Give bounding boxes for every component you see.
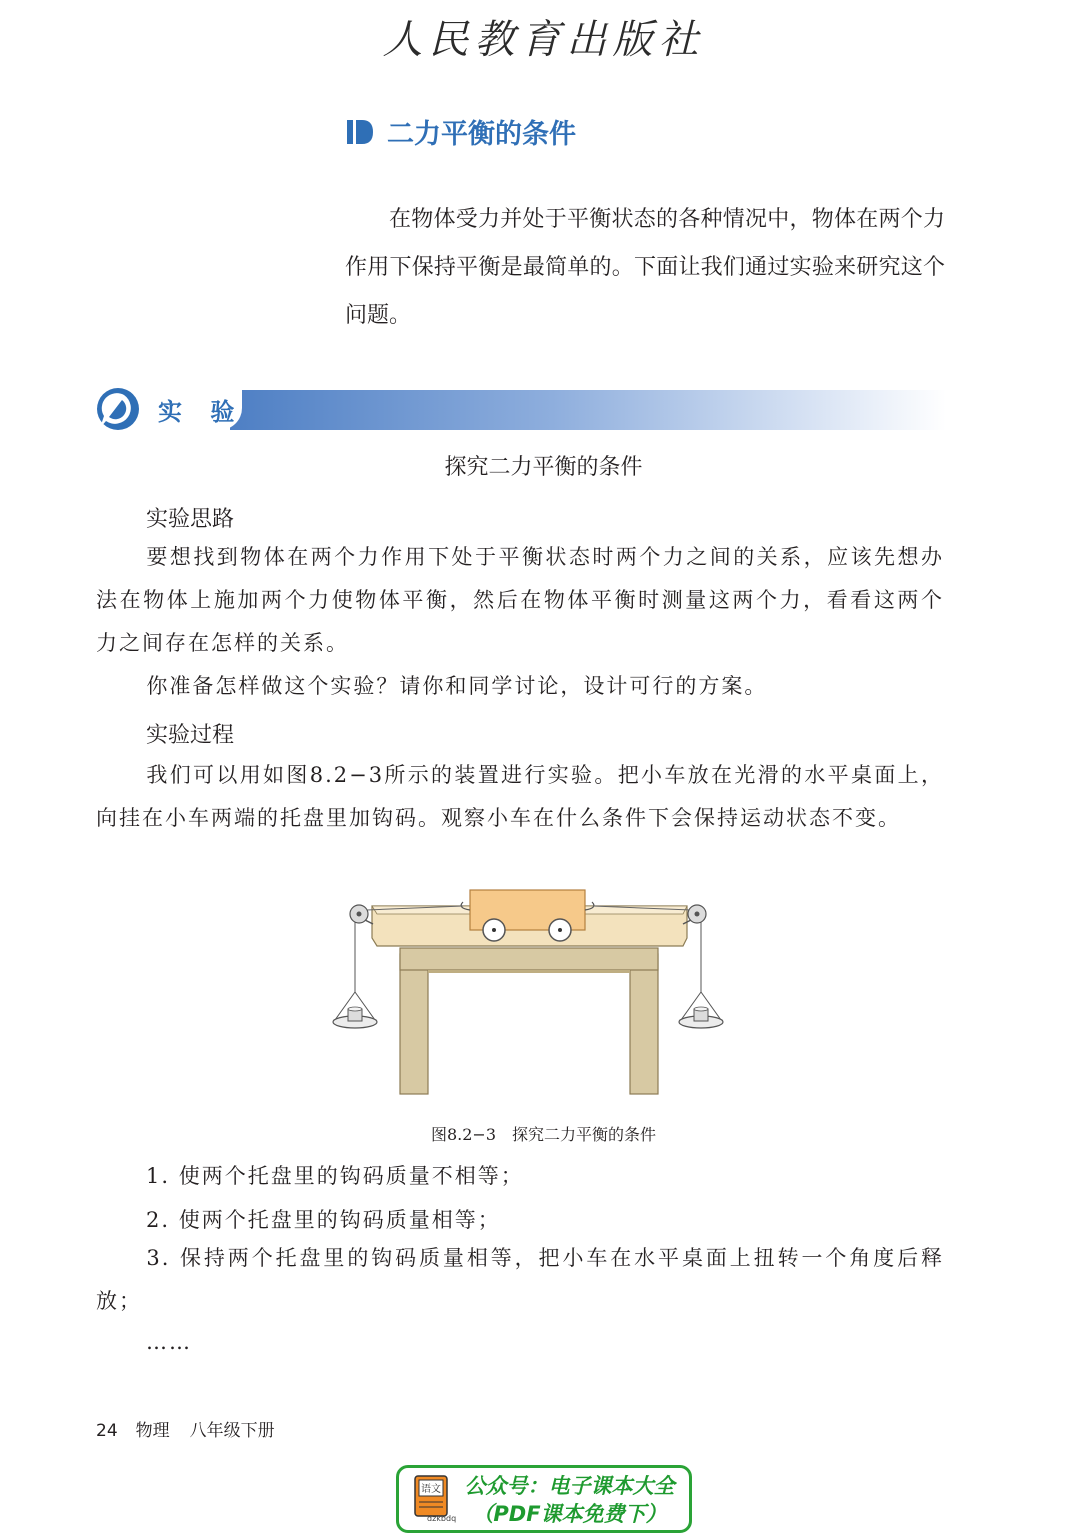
banner-label: 实 验 (158, 398, 245, 426)
step-3: 3. 保持两个托盘里的钩码质量相等，把小车在水平桌面上扭转一个角度后释放； (96, 1246, 944, 1313)
idea-paragraph-1: 要想找到物体在两个力作用下处于平衡状态时两个力之间的关系，应该先想办法在物体上施加两个力使物体平衡，然后在物体平衡时测量这两个力，看看这两个力之间存在怎样的关系。 (96, 545, 944, 655)
watermark-line-2: （PDF课本免费下） (472, 1502, 667, 1526)
section-heading (345, 112, 576, 151)
experiment-icon (90, 386, 146, 432)
step-2: 2. 使两个托盘里的钩码质量相等； (146, 1208, 501, 1232)
table-legs (400, 948, 658, 1094)
section-title: 二力平衡的条件 (387, 119, 576, 150)
experiment-banner (90, 386, 946, 432)
watermark-line-1: 公众号：电子课本大全 (464, 1474, 675, 1498)
publisher-header: 人民教育出版社 (382, 17, 705, 63)
process-paragraph-1: 我们可以用如图8.2−3所示的装置进行实验。把小车放在光滑的水平桌面上，向挂在小车两端的托盘里加钩码。观察小车在什么条件下会保持运动状态不变。 (96, 763, 944, 830)
footer-subject: 物理 (135, 1421, 170, 1441)
section-marker-icon (345, 117, 375, 147)
idea-heading: 实验思路 (146, 507, 235, 532)
process-heading: 实验过程 (146, 723, 235, 748)
banner-gradient-bar (230, 390, 946, 430)
book-icon-text: 语文 (421, 1484, 441, 1495)
right-pan-icon (679, 992, 723, 1028)
experiment-title: 探究二力平衡的条件 (444, 455, 643, 480)
intro-paragraph: 在物体受力并处于平衡状态的各种情况中，物体在两个力作用下保持平衡是最简单的。下面让我们通过实验来研究这个问题。 (345, 207, 945, 328)
step-1: 1. 使两个托盘里的钩码质量不相等； (146, 1164, 524, 1188)
left-pulley-icon (350, 905, 373, 924)
figure-caption: 图8.2−3 探究二力平衡的条件 (430, 1125, 657, 1144)
apparatus-figure (325, 888, 735, 1098)
footer-grade: 八年级下册 (189, 1421, 275, 1441)
left-pan-icon (333, 992, 377, 1028)
watermark-tag: dzkbdq (427, 1514, 457, 1523)
page-number: 24 (96, 1421, 118, 1441)
watermark-badge (396, 1465, 692, 1533)
idea-paragraph-2: 你准备怎样做这个实验？请你和同学讨论，设计可行的方案。 (146, 674, 768, 698)
step-ellipsis: …… (146, 1330, 192, 1354)
page-footer (96, 1416, 275, 1441)
